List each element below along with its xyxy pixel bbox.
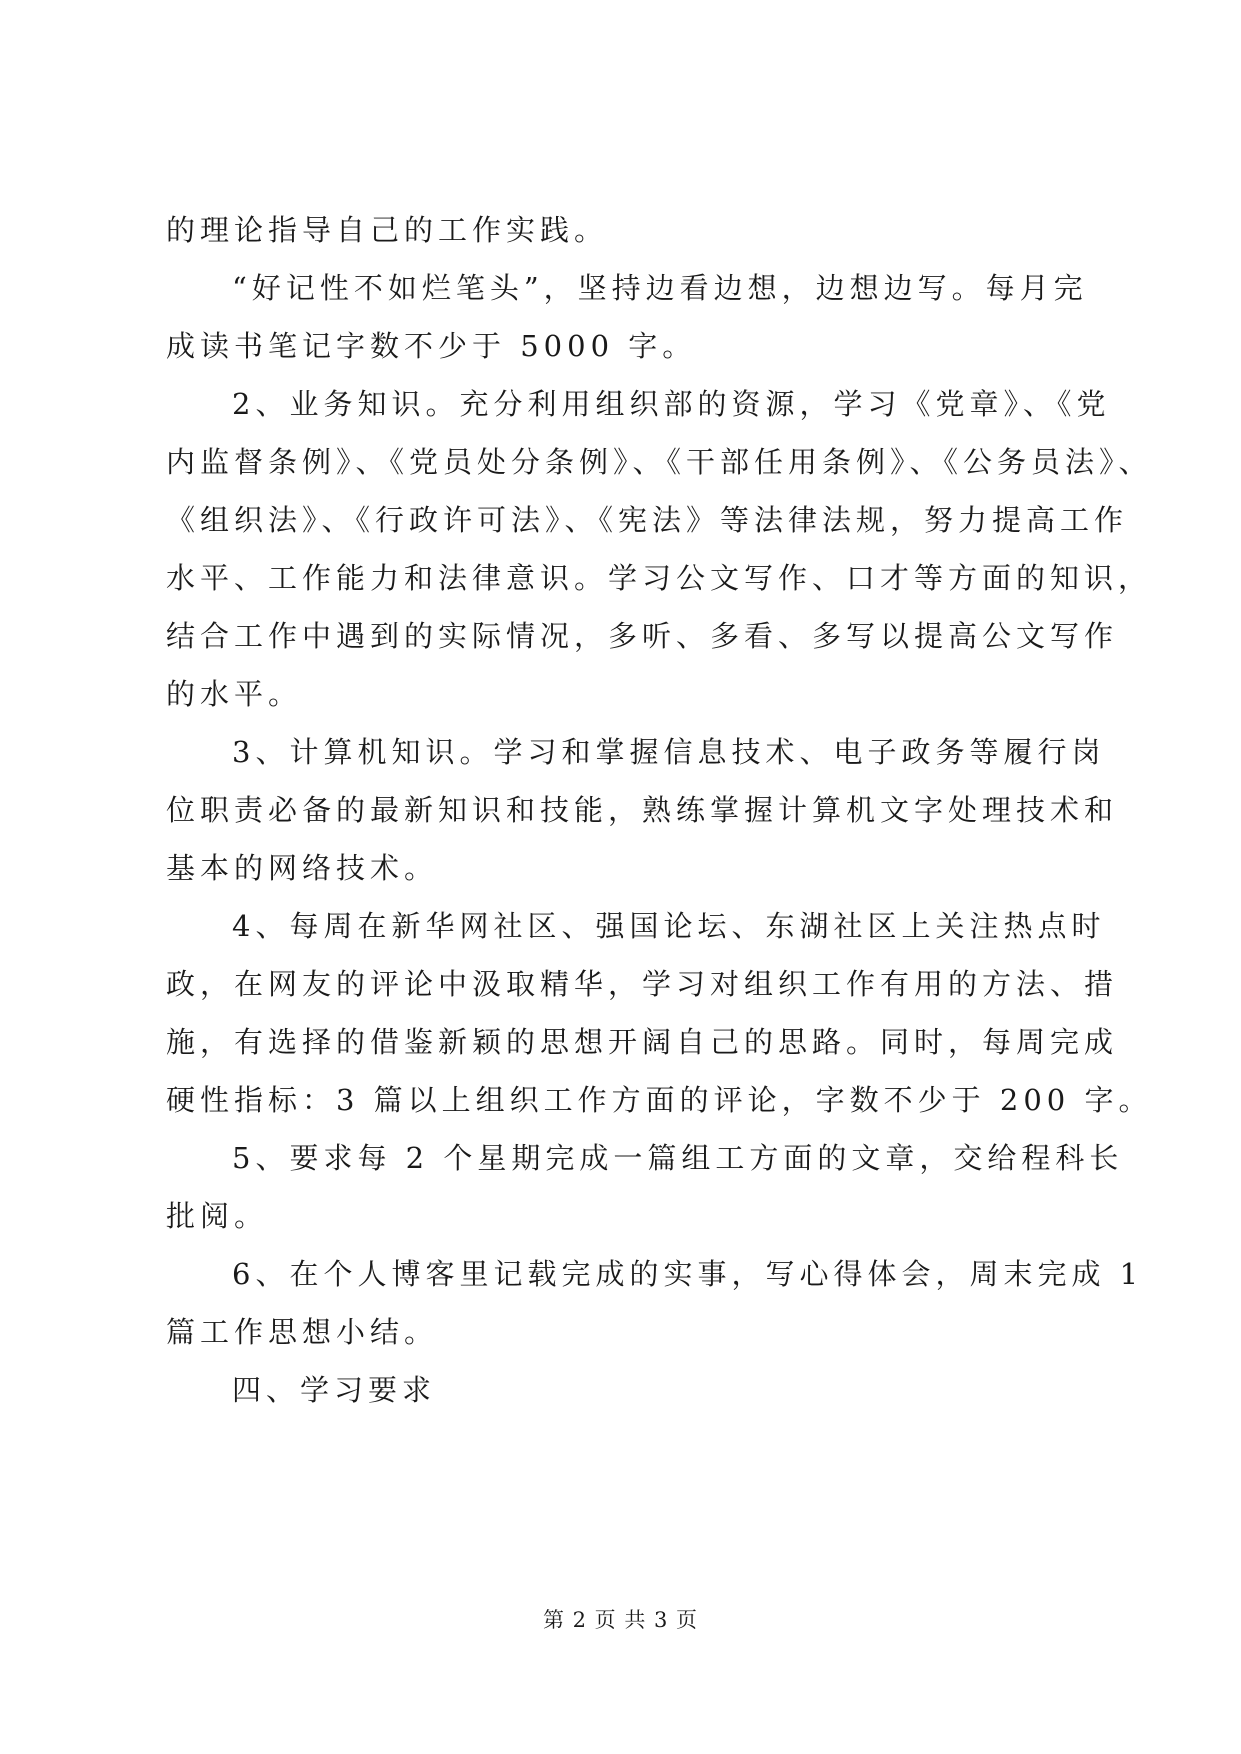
text-line: 5、要求每 2 个星期完成一篇组工方面的文章，交给程科长 bbox=[232, 1141, 1124, 1175]
text-line: 成读书笔记字数不少于 5000 字。 bbox=[166, 329, 697, 363]
text-line: 的水平。 bbox=[166, 677, 303, 711]
text-line: 的理论指导自己的工作实践。 bbox=[166, 213, 609, 247]
text-line: “好记性不如烂笔头”，坚持边看边想，边想边写。每月完 bbox=[232, 271, 1088, 305]
text-line: 政，在网友的评论中汲取精华，学习对组织工作有用的方法、措 bbox=[166, 967, 1119, 1001]
text-line: 《组织法》、《行政许可法》、《宪法》等法律法规，努力提高工作 bbox=[166, 503, 1129, 537]
text-line: 施，有选择的借鉴新颖的思想开阔自己的思路。同时，每周完成 bbox=[166, 1025, 1119, 1059]
text-line: 内监督条例》、《党员处分条例》、《干部任用条例》、《公务员法》、 bbox=[166, 445, 1153, 479]
text-line: 3、计算机知识。学习和掌握信息技术、电子政务等履行岗 bbox=[232, 735, 1106, 769]
section-heading: 四、学习要求 bbox=[232, 1373, 437, 1407]
text-line: 位职责必备的最新知识和技能，熟练掌握计算机文字处理技术和 bbox=[166, 793, 1119, 827]
text-line: 2、业务知识。充分利用组织部的资源，学习《党章》、《党 bbox=[232, 387, 1111, 421]
text-line: 6、在个人博客里记载完成的实事，写心得体会，周末完成 1 bbox=[232, 1257, 1144, 1291]
text-line: 4、每周在新华网社区、强国论坛、东湖社区上关注热点时 bbox=[232, 909, 1106, 943]
text-line: 基本的网络技术。 bbox=[166, 851, 439, 885]
text-line: 硬性指标：3 篇以上组织工作方面的评论，字数不少于 200 字。 bbox=[166, 1083, 1153, 1117]
page-number-footer: 第 2 页 共 3 页 bbox=[542, 1608, 699, 1632]
text-line: 结合工作中遇到的实际情况，多听、多看、多写以提高公文写作 bbox=[166, 619, 1119, 653]
text-line: 篇工作思想小结。 bbox=[166, 1315, 439, 1349]
text-line: 批阅。 bbox=[166, 1199, 269, 1233]
text-line: 水平、工作能力和法律意识。学习公文写作、口才等方面的知识， bbox=[166, 561, 1153, 595]
